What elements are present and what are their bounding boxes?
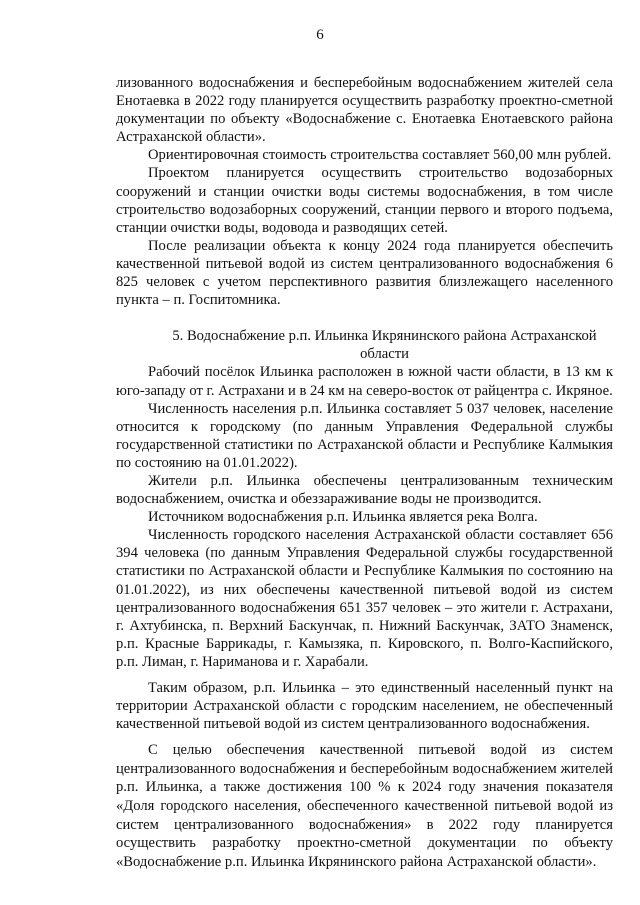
paragraph-continuation: лизованного водоснабжения и бесперебойным водоснабжением жителей села Енотаевка в 2022 году планируется осуществить разработку проектно-сметной документации по объекту «Водоснабжение с. Енотаевка Енотаевского района Астраханской области».: [116, 75, 613, 146]
paragraph-cost: Ориентировочная стоимость строительства составляет 560,00 млн рублей.: [148, 147, 612, 164]
paragraph-location: Рабочий посёлок Ильинка расположен в южной части области, в 13 км к юго-западу от г. Астрахани и в 24 км на северо-восток от райцентра с. Икряное.: [116, 364, 613, 399]
paragraph-source: Источником водоснабжения р.п. Ильинка является река Волга.: [148, 509, 538, 526]
document-body: [116, 74, 613, 871]
paragraph-project: Проектом планируется осуществить строительство водозаборных сооружений и станции очистки воды системы водоснабжения, в том числе строительство водозаборных сооружений, станции первого и второго подъема, станции очистки воды, водовода и разводящих сетей.: [116, 165, 613, 236]
paragraph-population: Численность населения р.п. Ильинка составляет 5 037 человек, население относится к городскому (по данным Управления Федеральной службы государственной статистики по Астраханской области и Республике Калмыкия по состоянию на 01.01.2022).: [116, 400, 613, 471]
paragraph-urban-population: Численность городского населения Астраханской области составляет 656 394 человека (по данным Управления Федеральной службы государственной статистики по Астраханской области и Республике Калмыкия по состоянию на 01.01.2022), из них обеспечены качественной питьевой водой из систем централизованного водоснабжения 651 357 человек – это жители г. Астрахани, г. Ахтубинска, п. Верхний Баскунчак, п. Нижний Баскунчак, ЗАТО Знаменск, р.п. Красные Баррикады, г. Камызяка, п. Кировского, п. Волго-Каспийского, р.п. Лиман, г. Нариманова и г. Харабали.: [116, 527, 613, 670]
section-heading: 5. Водоснабжение р.п. Ильинка Икрянинского района Астраханской области: [172, 328, 597, 363]
page-number: 6: [316, 27, 324, 43]
paragraph-conclusion: Таким образом, р.п. Ильинка – это единственный населенный пункт на территории Астраханской области с городским населением, не обеспеченный качественной питьевой водой из систем централизованного водоснабжения.: [116, 680, 613, 733]
paragraph-goal: С целью обеспечения качественной питьевой водой из систем централизованного водоснабжения и бесперебойным водоснабжением жителей р.п. Ильинка, а также достижения 100 % к 2024 году значения показателя «Доля городского населения, обеспеченного качественной питьевой водой из систем централизованного водоснабжения» в 2022 году планируется осуществить разработку проектно-сметной документации по объекту «Водоснабжение р.п. Ильинка Икрянинского района Астраханской области».: [116, 742, 613, 870]
paragraph-result: После реализации объекта к концу 2024 года планируется обеспечить качественной питьевой водой из систем централизованного водоснабжения 6 825 человек с учетом перспективного развития близлежащего населенного пункта – п. Госпитомника.: [116, 237, 613, 309]
paragraph-supply: Жители р.п. Ильинка обеспечены централизованным техническим водоснабжением, очистка и обеззараживание воды не производится.: [116, 472, 613, 508]
